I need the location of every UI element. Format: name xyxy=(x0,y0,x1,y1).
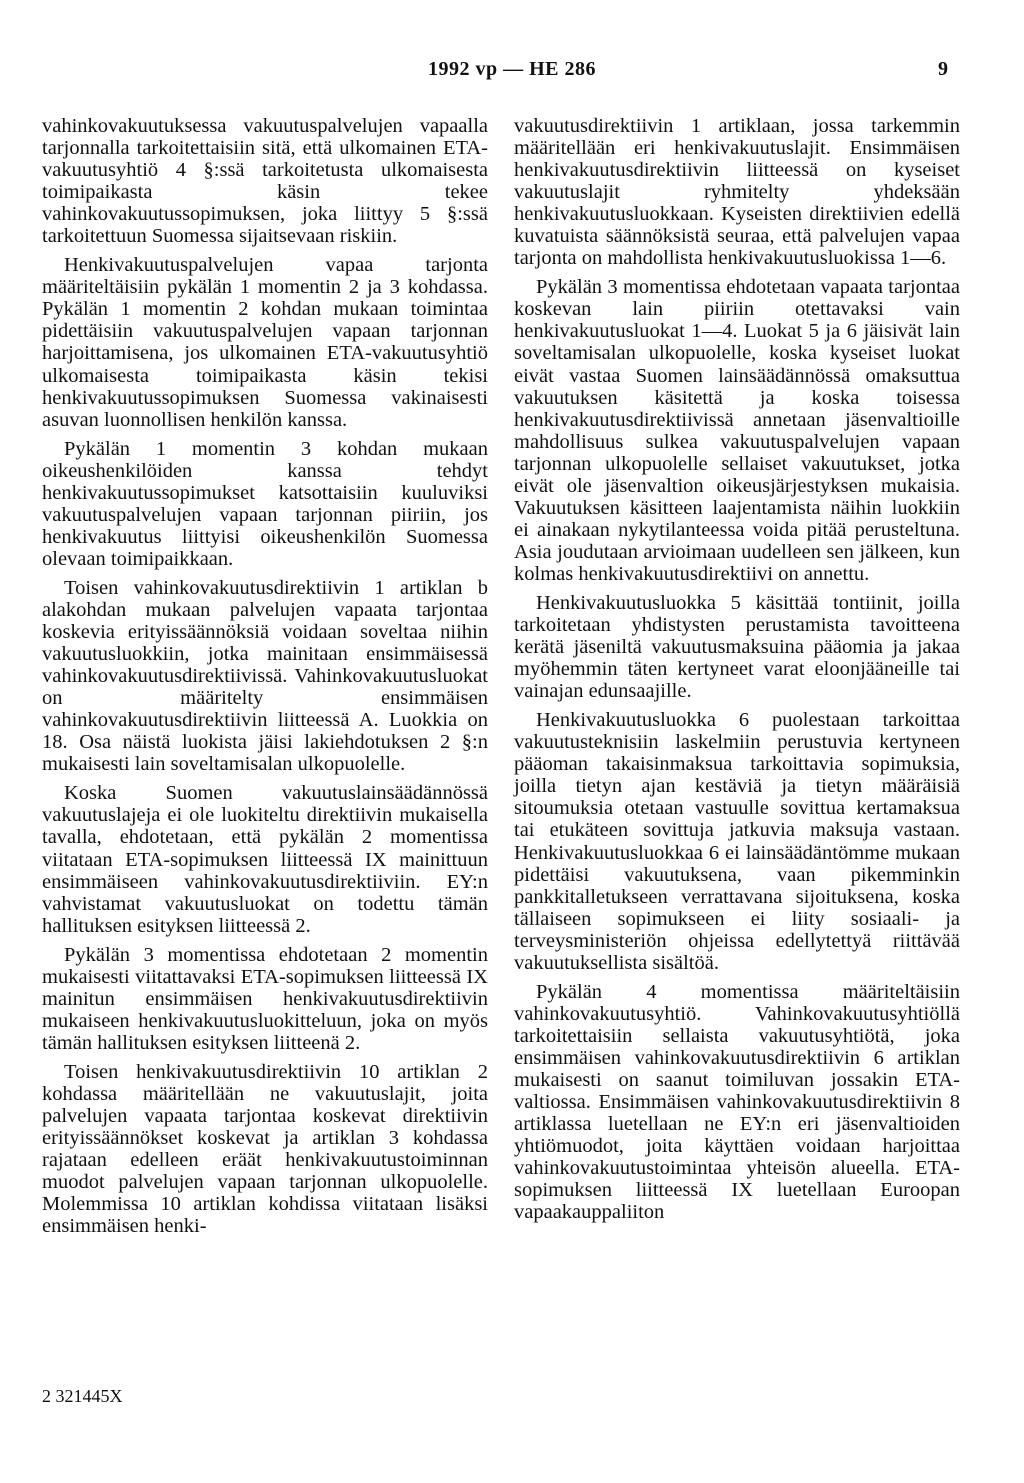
paragraph: Toisen henkivakuutusdirektiivin 10 artiklan 2 kohdassa määritellään ne vakuutuslajit, joita palvelujen vapaata tarjontaa koskevat direktiivin erityissäännökset koskevat ja artiklan 3 kohdassa rajataan edelleen eräät henkivakuutustoiminnan muodot palvelujen vapaan tarjonnan ulkopuolelle. Molemmissa 10 artiklan kohdissa viitataan lisäksi ensimmäisen henki- xyxy=(42,1060,488,1238)
paragraph: Koska Suomen vakuutuslainsäädännössä vakuutuslajeja ei ole luokiteltu direktiivin mukaisella tavalla, ehdotetaan, että pykälän 2 momentissa viitataan ETA-sopimuksen liitteessä IX mainittuun ensimmäiseen vahinkovakuutusdirektiiviin. EY:n vahvistamat vakuutusluokat on todettu tämän hallituksen esityksen liitteessä 2. xyxy=(42,782,488,937)
paragraph: Henkivakuutusluokka 5 käsittää tontiinit, joilla tarkoitetaan yhdistysten perustamista tavoitteena kerätä jäseniltä vakuutusmaksuina pääomia ja jakaa myöhemmin täten kertyneet varat eloonjääneille tai vainajan edunsaajille. xyxy=(514,591,960,703)
paragraph: Pykälän 4 momentissa määriteltäisiin vahinkovakuutusyhtiö. Vahinkovakuutusyhtiöllä tarkoitettaisiin sellaista vakuutusyhtiötä, joka ensimmäisen vahinkovakuutusdirektiivin 6 artiklan mukaisesti on saanut toimiluvan jossakin ETA-valtiossa. Ensimmäisen vahinkovakuutusdirektiivin 8 artiklassa luetellaan ne EY:n eri jäsenvaltioiden yhtiömuodot, joita käyttäen voidaan harjoittaa vahinkovakuutustoimintaa yhteisön alueella. ETA-sopimuksen liitteessä IX luetellaan Euroopan vapaakauppaliiton xyxy=(514,980,960,1224)
paragraph: Henkivakuutuspalvelujen vapaa tarjonta määriteltäisiin pykälän 1 momentin 2 ja 3 kohdassa. Pykälän 1 momentin 2 kohdan mukaan toimintaa pidettäisiin vakuutuspalvelujen vapaan tarjonnan harjoittamisena, jos ulkomainen ETA-vakuutusyhtiö ulkomaisesta toimipaikasta käsin tekisi henkivakuutussopimuksen Suomessa vakinaisesti asuvan luonnollisen henkilön kanssa. xyxy=(42,254,488,431)
paragraph: vahinkovakuutuksessa vakuutuspalvelujen vapaalla tarjonnalla tarkoitettaisiin sitä, että ulkomainen ETA-vakuutusyhtiö 4 §:ssä tarkoitetusta ulkomaisesta toimipaikasta käsin tekee vahinkovakuutussopimuksen, joka liittyy 5 §:ssä tarkoitettuun Suomessa sijaitsevaan riskiin. xyxy=(42,115,488,248)
paragraph: Henkivakuutusluokka 6 puolestaan tarkoittaa vakuutusteknisiin laskelmiin perustuvia kertyneen pääoman takaisinmaksua tarkoittavia sopimuksia, joilla tietyn ajan kestäviä ja tietyn määräisiä sitoumuksia otetaan vastuulle sovittua kertamaksua tai etukäteen sovittuja jatkuvia maksuja vastaan. Henkivakuutusluokkaa 6 ei lainsäädäntömme mukaan pidettäisi vakuutuksena, vaan pikemminkin pankkitalletukseen verrattavana sijoituksena, koska tällaiseen sopimukseen ei liity sosiaali- ja terveysministeriön ohjeissa edellytettyä riittävää vakuutuksellista sisältöä. xyxy=(514,709,960,974)
paragraph: Toisen vahinkovakuutusdirektiivin 1 artiklan b alakohdan mukaan palvelujen vapaata tarjontaa koskevia erityissäännöksiä voidaan soveltaa niihin vakuutusluokkiin, jotka mainitaan ensimmäisessä vahinkovakuutusdirektiivissä. Vahinkovakuutusluokat on määritelty ensimmäisen vahinkovakuutusdirektiivin liitteessä A. Luokkia on 18. Osa näistä luokista jäisi lakiehdotuksen 2 §:n mukaisesti lain soveltamisalan ulkopuolelle. xyxy=(42,576,488,776)
right-column xyxy=(514,115,960,1230)
paragraph: vakuutusdirektiivin 1 artiklaan, jossa tarkemmin määritellään eri henkivakuutuslajit. Ensimmäisen henkivakuutusdirektiivin liitteessä on kyseiset vakuutuslajit ryhmitelty yhdeksään henkivakuutusluokkaan. Kyseisten direktiivien edellä kuvatuista säännöksistä seuraa, että palvelujen vapaa tarjonta on mahdollista henkivakuutusluokissa 1—6. xyxy=(514,115,960,270)
paragraph: Pykälän 3 momentissa ehdotetaan 2 momentin mukaisesti viitattavaksi ETA-sopimuksen liitteessä IX mainitun ensimmäisen henkivakuutusdirektiivin mukaiseen henkivakuutusluokitteluun, joka on myös tämän hallituksen esityksen liitteenä 2. xyxy=(42,943,488,1054)
document-reference: 1992 vp — HE 286 xyxy=(427,58,597,80)
page-number: 9 xyxy=(938,58,948,80)
paragraph: Pykälän 1 momentin 3 kohdan mukaan oikeushenkilöiden kanssa tehdyt henkivakuutussopimukset katsottaisiin kuuluviksi vakuutuspalvelujen vapaan tarjonnan piiriin, jos henkivakuutus liittyisi oikeushenkilön Suomessa olevaan toimipaikkaan. xyxy=(42,437,488,570)
page-header xyxy=(0,58,1024,88)
left-column xyxy=(42,115,488,1244)
print-code: 2 321445X xyxy=(42,1386,123,1406)
paragraph: Pykälän 3 momentissa ehdotetaan vapaata tarjontaa koskevan lain piiriin otettavaksi vain henkivakuutusluokat 1—4. Luokat 5 ja 6 jäisivät lain soveltamisalan ulkopuolelle, koska kyseiset luokat eivät vastaa Suomen lainsäädännössä omaksuttua vakuutuksen käsitettä ja koska toisessa henkivakuutusdirektiivissä annetaan jäsenvaltioille mahdollisuus sulkea vakuutuspalvelujen vapaan tarjonnan ulkopuolelle sellaiset vakuutukset, jotka eivät ole jäsenvaltion oikeusjärjestyksen mukaisia. Vakuutuksen käsitteen laajentamista näihin luokkiin ei ainakaan nykytilanteessa voida pitää perusteltuna. Asia joudutaan arvioimaan uudelleen sen jälkeen, kun kolmas henkivakuutusdirektiivi on annettu. xyxy=(514,276,960,585)
